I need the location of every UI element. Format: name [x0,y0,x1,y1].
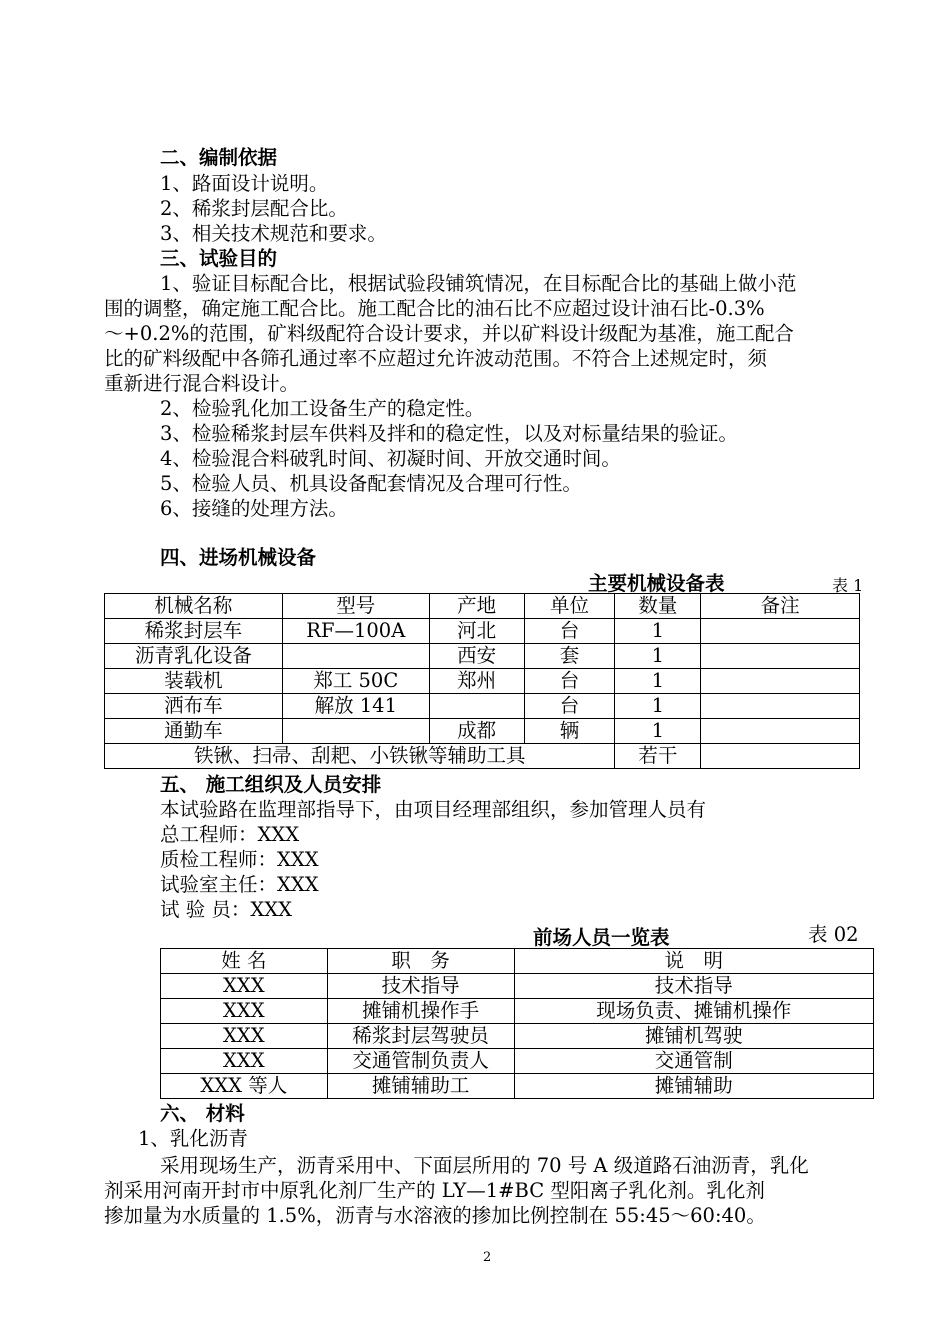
table-cell: XXX [161,999,328,1024]
table-cell [701,619,860,644]
sec3-para-line: 围的调整，确定施工配合比。施工配合比的油石比不应超过设计油石比-0.3% [104,297,765,320]
table-cell: 交通管制负责人 [327,1049,514,1074]
table-cell: 若干 [615,744,701,769]
sec3-para-line: 1、验证目标配合比，根据试验段铺筑情况，在目标配合比的基础上做小范 [160,272,797,295]
table-cell: 1 [615,719,701,744]
table-cell: 交通管制 [514,1049,873,1074]
table-cell [701,744,860,769]
table-row [161,1024,874,1049]
staff-table [160,948,874,1099]
sec3-para-line: 重新进行混合料设计。 [104,372,300,395]
sec6-subheading: 1、乳化沥青 [138,1127,248,1150]
table-cell: 1 [615,669,701,694]
table-cell: 1 [615,619,701,644]
table-cell: XXX [161,1049,328,1074]
table-cell: 台 [524,669,615,694]
table-cell: 套 [524,644,615,669]
sec3-item: 6、接缝的处理方法。 [160,497,348,520]
column-header: 职 务 [327,949,514,974]
table-cell: 摊铺辅助工 [327,1074,514,1099]
table-row [105,744,860,769]
sec2-item: 1、路面设计说明。 [160,172,329,195]
table-cell: 成都 [429,719,524,744]
equipment-table-number: 表 1 [832,576,864,595]
table-header-row [105,594,860,619]
staff-table-title: 前场人员一览表 [533,926,670,949]
table-cell [429,694,524,719]
table-cell: XXX 等人 [161,1074,328,1099]
table-cell: 通勤车 [105,719,283,744]
table-cell [282,719,429,744]
table-cell: 装载机 [105,669,283,694]
table-cell: 稀浆封层车 [105,619,283,644]
table-row [105,669,860,694]
section-4-heading: 四、进场机械设备 [160,546,317,569]
table-cell: XXX [161,974,328,999]
column-header: 单位 [524,594,615,619]
sec3-item: 3、检验稀浆封层车供料及拌和的稳定性，以及对标量结果的验证。 [160,422,738,445]
section-3-heading: 三、试验目的 [160,247,278,270]
staff-line: 质检工程师：XXX [160,848,319,871]
table-cell: 郑州 [429,669,524,694]
staff-table-number: 表 02 [808,923,859,946]
table-cell: 技术指导 [327,974,514,999]
column-header: 姓 名 [161,949,328,974]
table-cell [701,719,860,744]
table-cell: 台 [524,619,615,644]
table-cell [701,669,860,694]
table-row [161,999,874,1024]
table-row [105,694,860,719]
table-cell: XXX [161,1024,328,1049]
column-header: 型号 [282,594,429,619]
staff-line: 总工程师：XXX [160,823,300,846]
table-cell: 河北 [429,619,524,644]
sec2-item: 2、稀浆封层配合比。 [160,197,348,220]
table-cell: RF—100A [282,619,429,644]
table-cell: 摊铺机操作手 [327,999,514,1024]
table-cell: 铁锹、扫帚、刮耙、小铁锹等辅助工具 [105,744,615,769]
table-cell: 解放 141 [282,694,429,719]
sec3-para-line: 比的矿料级配中各筛孔通过率不应超过允许波动范围。不符合上述规定时，须 [104,347,768,370]
sec2-item: 3、相关技术规范和要求。 [160,222,387,245]
table-cell: 摊铺机驾驶 [514,1024,873,1049]
section-6-heading: 六、 材料 [160,1102,245,1125]
sec6-para-line: 采用现场生产，沥青采用中、下面层所用的 70 号 A 级道路石油沥青，乳化 [160,1154,809,1177]
sec6-para-line: 剂采用河南开封市中原乳化剂厂生产的 LY—1#BC 型阳离子乳化剂。乳化剂 [104,1179,765,1202]
table-cell: 稀浆封层驾驶员 [327,1024,514,1049]
table-cell [701,644,860,669]
staff-line: 试验室主任：XXX [160,873,319,896]
table-cell: 辆 [524,719,615,744]
table-cell: 郑工 50C [282,669,429,694]
table-cell [282,644,429,669]
column-header: 说 明 [514,949,873,974]
staff-line: 试 验 员：XXX [160,898,293,921]
table-cell: 技术指导 [514,974,873,999]
sec3-item: 2、检验乳化加工设备生产的稳定性。 [160,397,485,420]
column-header: 备注 [701,594,860,619]
table-row [161,1074,874,1099]
section-2-heading: 二、编制依据 [160,146,278,169]
sec3-para-line: ～+0.2%的范围，矿料级配符合设计要求，并以矿料设计级配为基准，施工配合 [104,322,794,345]
table-row [105,619,860,644]
table-cell: 洒布车 [105,694,283,719]
table-cell: 沥青乳化设备 [105,644,283,669]
equipment-table-title: 主要机械设备表 [588,572,725,595]
table-row [105,719,860,744]
sec5-intro: 本试验路在监理部指导下，由项目经理部组织，参加管理人员有 [160,798,707,821]
column-header: 机械名称 [105,594,283,619]
table-cell: 1 [615,694,701,719]
table-cell: 1 [615,644,701,669]
sec3-item: 5、检验人员、机具设备配套情况及合理可行性。 [160,472,582,495]
sec3-item: 4、检验混合料破乳时间、初凝时间、开放交通时间。 [160,447,621,470]
column-header: 产地 [429,594,524,619]
page-number: 2 [483,1250,492,1265]
column-header: 数量 [615,594,701,619]
table-cell: 西安 [429,644,524,669]
table-row [161,974,874,999]
table-header-row [161,949,874,974]
table-row [161,1049,874,1074]
table-cell: 现场负责、摊铺机操作 [514,999,873,1024]
table-cell: 摊铺辅助 [514,1074,873,1099]
table-cell: 台 [524,694,615,719]
table-row [105,644,860,669]
section-5-heading: 五、 施工组织及人员安排 [160,773,382,796]
table-cell [701,694,860,719]
equipment-table [104,593,860,769]
sec6-para-line: 掺加量为水质量的 1.5%，沥青与水溶液的掺加比例控制在 55:45～60:40。 [104,1204,766,1227]
